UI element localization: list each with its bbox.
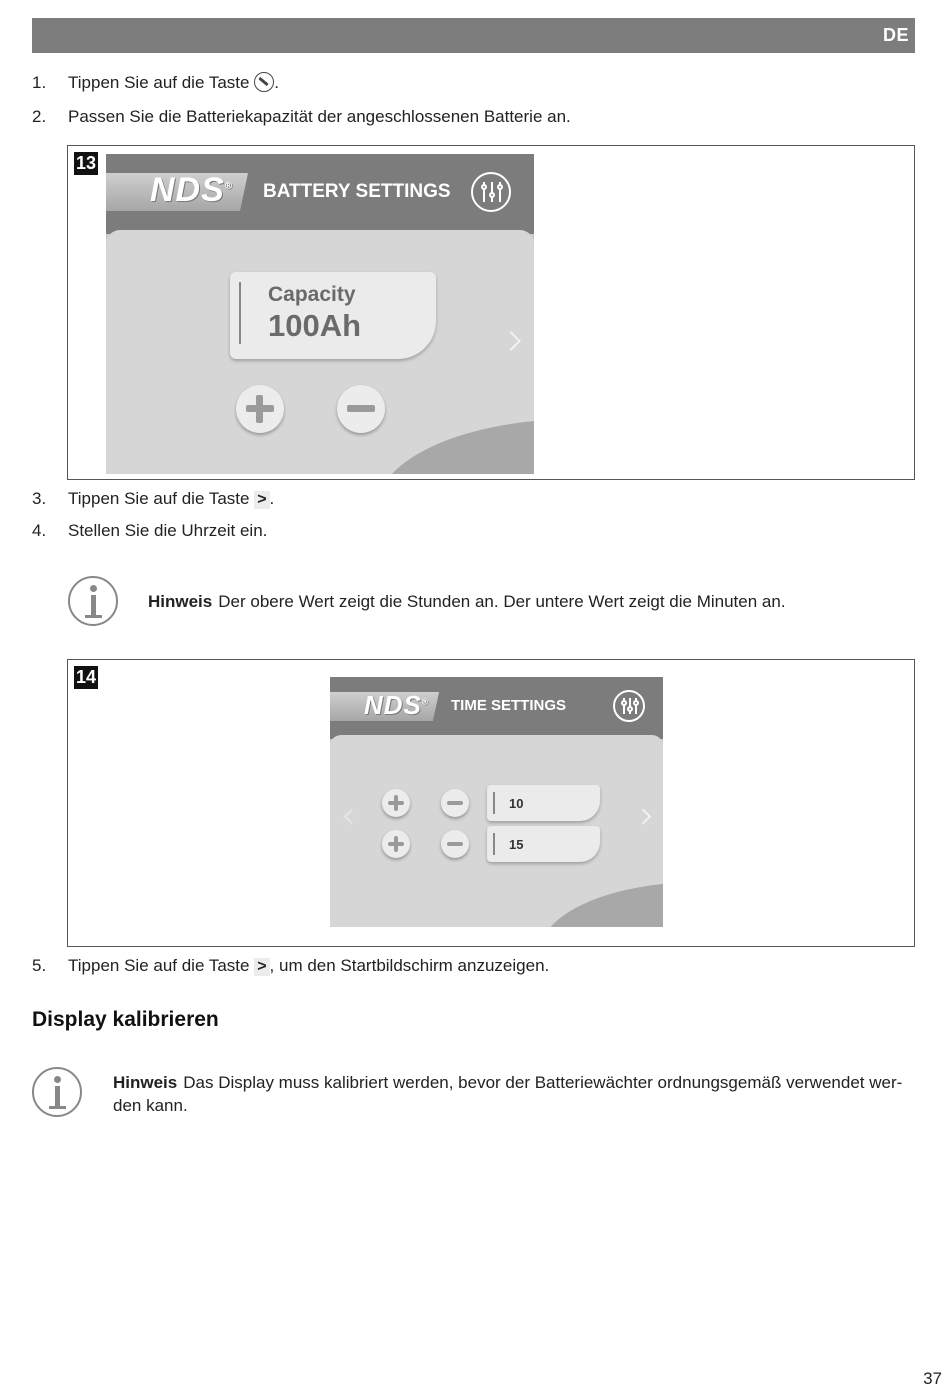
figure-number: 13 (76, 153, 97, 173)
increase-capacity-button[interactable] (236, 385, 284, 433)
minutes-value: 15 (509, 837, 524, 852)
nds-logo: NDS® (364, 690, 429, 720)
decrease-minutes-button[interactable] (441, 830, 469, 858)
language-header-bar (32, 18, 915, 53)
step-5: 5. Tippen Sie auf die Taste > , um den Startbildschirm anzuzeigen. (32, 956, 550, 975)
increase-minutes-button[interactable] (382, 830, 410, 858)
note-1: Hinweis Der obere Wert zeigt die Stunden an. Der untere Wert zeigt die Minuten an. (148, 592, 786, 611)
info-icon (68, 576, 118, 626)
minutes-field[interactable] (487, 826, 600, 862)
capacity-value: 100Ah (268, 308, 362, 343)
decrease-hours-button[interactable] (441, 789, 469, 817)
page-number: 37 (923, 1369, 942, 1388)
wrench-icon (254, 72, 274, 92)
screen-title: BATTERY SETTINGS (263, 181, 451, 202)
step-1: 1. Tippen Sie auf die Taste . (32, 73, 279, 92)
step-3: 3. Tippen Sie auf die Taste > . (32, 489, 275, 508)
hours-value: 10 (509, 796, 524, 811)
hours-field[interactable] (487, 785, 600, 821)
step-2: 2. Passen Sie die Batteriekapazität der angeschlossenen Batterie an. (32, 107, 571, 126)
capacity-label: Capacity (268, 283, 356, 306)
figure-14 (67, 659, 915, 947)
settings-sliders-icon[interactable] (613, 690, 645, 722)
note-2: Hinweis Das Display muss kalibriert werden, bevor der Batteriewächter ordnungsgemäß verwendet wer- den kann. (113, 1073, 903, 1115)
note-label: Hinweis (148, 592, 213, 611)
increase-hours-button[interactable] (382, 789, 410, 817)
capacity-card (230, 272, 436, 359)
step-4: 4. Stellen Sie die Uhrzeit ein. (32, 521, 268, 540)
figure-13 (67, 145, 915, 480)
section-title: Display kalibrieren (32, 1008, 219, 1031)
time-settings-screen (330, 677, 663, 927)
nds-logo: NDS® (150, 171, 234, 209)
figure-number: 14 (76, 667, 97, 687)
screen-title: TIME SETTINGS (451, 697, 567, 714)
battery-settings-screen (106, 154, 534, 474)
language-code: DE (882, 25, 909, 45)
note-label: Hinweis (113, 1073, 178, 1092)
info-icon (32, 1067, 82, 1117)
decrease-capacity-button[interactable] (337, 385, 385, 433)
next-key: > (254, 491, 269, 509)
next-key: > (254, 958, 269, 976)
settings-sliders-icon[interactable] (471, 172, 511, 212)
